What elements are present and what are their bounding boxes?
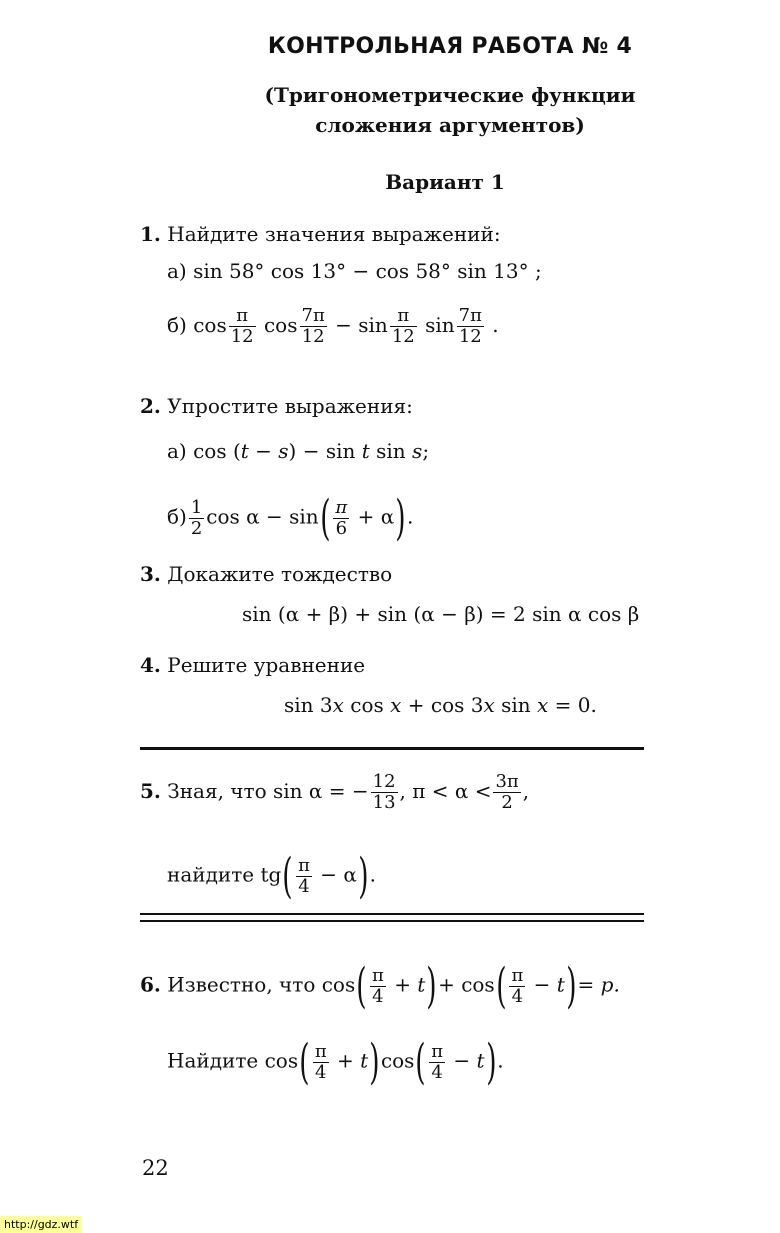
denominator: 4 xyxy=(509,986,525,1007)
fraction xyxy=(390,306,417,347)
task-2a xyxy=(167,437,429,465)
section-divider xyxy=(140,920,644,922)
denominator: 2 xyxy=(493,792,520,813)
expr-text: − t xyxy=(453,1048,485,1073)
numerator: π xyxy=(397,305,410,326)
right-paren: ) xyxy=(566,958,577,1014)
variable: x xyxy=(332,693,344,717)
variable: t xyxy=(361,439,370,463)
task-text: Известно, что cos xyxy=(167,972,356,997)
fraction xyxy=(457,306,484,347)
denominator: 13 xyxy=(372,792,396,813)
expr-text: а) cos ( xyxy=(167,439,241,463)
right-paren: ) xyxy=(358,848,369,904)
expr-text: cos α − sin xyxy=(206,504,319,529)
denominator: 12 xyxy=(230,326,254,347)
expr-text: sin 3 xyxy=(284,693,333,717)
numerator: 1 xyxy=(190,496,203,518)
expr-text: , xyxy=(522,779,530,803)
task-text: Зная, что sin α = − xyxy=(167,779,369,803)
expr-text: . xyxy=(369,862,376,887)
numerator: 3π xyxy=(495,771,519,792)
left-paren: ( xyxy=(495,958,507,1014)
right-paren: ) xyxy=(369,1034,380,1090)
left-paren: ( xyxy=(282,848,293,904)
variant-heading: Вариант 1 xyxy=(385,170,505,194)
expr-text: cos xyxy=(343,693,391,717)
right-paren: ) xyxy=(426,958,437,1014)
variable: s xyxy=(412,439,423,463)
expr-text: + cos xyxy=(438,972,495,997)
left-paren: ( xyxy=(299,1034,310,1090)
expr-text: sin xyxy=(425,313,455,337)
expr-text: ) − sin xyxy=(288,439,362,463)
expr-text: sin xyxy=(369,439,413,463)
fraction xyxy=(371,772,398,813)
task-4-heading xyxy=(140,651,365,679)
task-3-heading xyxy=(140,560,392,588)
task-2b xyxy=(167,490,414,546)
numerator: π xyxy=(371,964,384,986)
task-3-formula: sin (α + β) + sin (α − β) = 2 sin α cos β xyxy=(242,602,640,626)
task-4-equation xyxy=(284,691,597,719)
fraction xyxy=(429,1042,445,1083)
task-1-heading xyxy=(140,220,501,248)
right-paren: ) xyxy=(485,1034,497,1090)
numerator: π xyxy=(335,496,348,518)
expr-text: б) xyxy=(167,504,187,529)
page-title: КОНТРОЛЬНАЯ РАБОТА № 4 xyxy=(267,34,633,59)
numerator: π xyxy=(298,854,310,876)
task-5-line-1 xyxy=(140,772,529,813)
numerator: 12 xyxy=(372,771,396,792)
expr-text: cos xyxy=(380,1048,415,1073)
task-text: Упростите выражения: xyxy=(167,394,413,418)
numerator: π xyxy=(236,305,249,326)
expr-text: − sin xyxy=(335,313,388,337)
expr-text: ; xyxy=(422,439,430,463)
expr-text: − α xyxy=(320,862,357,887)
expr-text: cos xyxy=(263,313,298,337)
variable: x xyxy=(390,693,402,717)
task-6-line-2 xyxy=(167,1034,504,1090)
denominator: 12 xyxy=(457,326,484,347)
expr-text: найдите tg xyxy=(167,862,282,887)
task-number: 4. xyxy=(140,653,161,677)
section-divider xyxy=(140,913,644,915)
numerator: π xyxy=(314,1040,327,1062)
expr-text: = 0. xyxy=(548,693,597,717)
watermark-link[interactable]: http://gdz.wtf xyxy=(0,1216,82,1233)
numerator: 7π xyxy=(458,305,482,326)
task-number: 6. xyxy=(140,972,161,997)
task-6-line-1 xyxy=(140,958,620,1014)
task-text: Найдите значения выражений: xyxy=(167,222,501,246)
fraction xyxy=(493,772,520,813)
left-paren: ( xyxy=(356,958,367,1014)
denominator: 12 xyxy=(391,326,415,347)
expr-text: − xyxy=(248,439,279,463)
task-text: Решите уравнение xyxy=(167,653,366,677)
fraction xyxy=(189,498,204,539)
denominator: 6 xyxy=(333,518,349,539)
expr-text: sin xyxy=(494,693,538,717)
expr-text: б) cos xyxy=(167,313,227,337)
left-paren: ( xyxy=(319,490,331,546)
task-1a: а) sin 58° cos 13° − cos 58° sin 13° ; xyxy=(167,259,542,283)
denominator: 4 xyxy=(429,1062,445,1083)
page-number: 22 xyxy=(142,1156,169,1180)
task-number: 1. xyxy=(140,222,161,246)
variable: x xyxy=(537,693,549,717)
fraction xyxy=(509,966,525,1007)
expr-text: Найдите cos xyxy=(167,1048,299,1073)
numerator: 7π xyxy=(301,305,325,326)
page-subtitle xyxy=(240,80,660,140)
expr-text: + cos 3 xyxy=(401,693,484,717)
expr-text: = p. xyxy=(577,972,620,997)
numerator: π xyxy=(431,1040,444,1062)
variable: x xyxy=(483,693,495,717)
expr-text: + α xyxy=(357,504,395,529)
subtitle-line-2: сложения аргументов) xyxy=(315,113,585,137)
denominator: 4 xyxy=(370,986,386,1007)
fraction xyxy=(229,306,256,347)
task-5-line-2 xyxy=(167,848,376,904)
denominator: 2 xyxy=(190,517,203,539)
denominator: 4 xyxy=(296,876,312,897)
expr-text: . xyxy=(492,313,499,337)
task-number: 2. xyxy=(140,394,161,418)
task-number: 3. xyxy=(140,562,161,586)
expr-text: . xyxy=(497,1048,504,1073)
numerator: π xyxy=(511,964,524,986)
subtitle-line-1: (Тригонометрические функции xyxy=(264,83,636,107)
left-paren: ( xyxy=(415,1034,426,1090)
fraction xyxy=(313,1042,329,1083)
expr-text: + t xyxy=(337,1048,369,1073)
fraction xyxy=(300,306,327,347)
expr-text: , π < α < xyxy=(399,779,492,803)
task-2-heading xyxy=(140,392,413,420)
expr-text: − t xyxy=(533,972,565,997)
fraction xyxy=(370,966,386,1007)
right-paren: ) xyxy=(395,490,406,546)
section-divider xyxy=(140,747,644,750)
fraction xyxy=(333,498,349,539)
expr-text: + t xyxy=(394,972,426,997)
variable: t xyxy=(240,439,249,463)
variable: s xyxy=(278,439,289,463)
denominator: 12 xyxy=(300,326,327,347)
task-number: 5. xyxy=(140,779,161,803)
task-text: Докажите тождество xyxy=(167,562,393,586)
expr-text: . xyxy=(406,504,414,529)
denominator: 4 xyxy=(313,1062,329,1083)
fraction xyxy=(296,856,312,897)
task-1b xyxy=(167,306,499,347)
